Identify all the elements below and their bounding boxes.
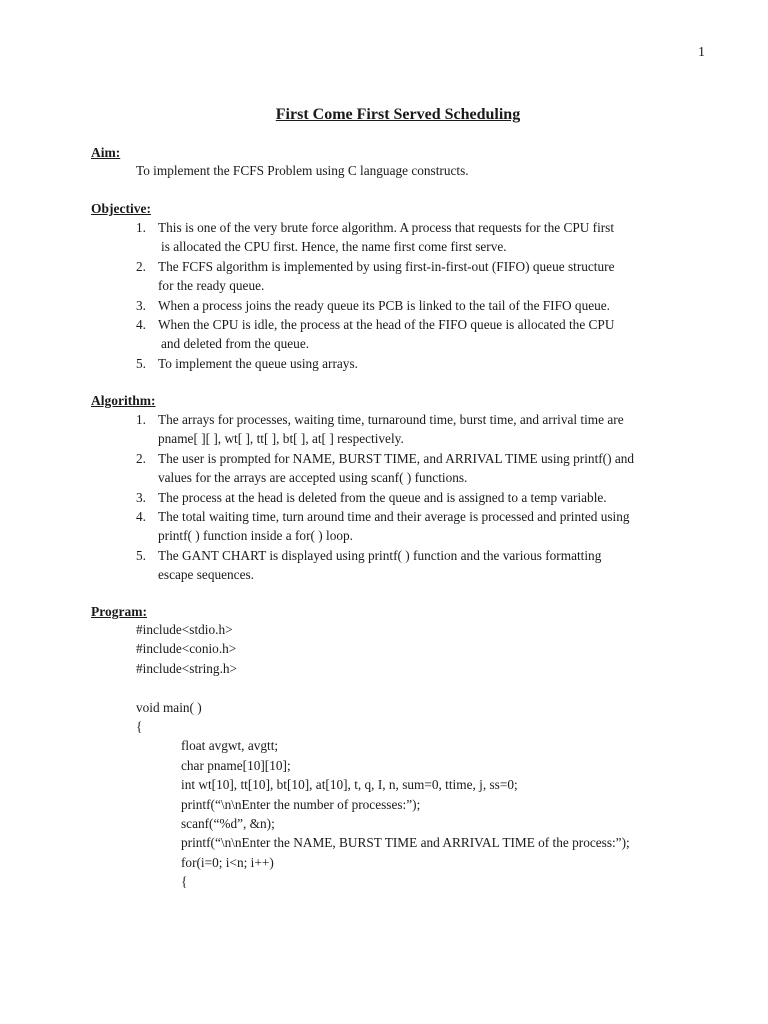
list-item-text: The total waiting time, turn around time and their average is processed and printed using: [158, 509, 630, 525]
document-title: First Come First Served Scheduling: [275, 106, 521, 123]
list-item-text: When the CPU is idle, the process at the head of the FIFO queue is allocated the CPU: [158, 317, 615, 333]
list-item: [136, 410, 634, 449]
code-line: {: [136, 718, 143, 734]
list-item: [136, 296, 614, 315]
list-item-text: is allocated the CPU first. Hence, the name first come first serve.: [161, 239, 507, 255]
list-item-number: 5.: [136, 547, 146, 563]
list-item-number: 3.: [136, 489, 146, 505]
aim-text: To implement the FCFS Problem using C language constructs.: [136, 163, 469, 178]
code-line: void main( ): [136, 699, 202, 715]
list-item-number: 2.: [136, 258, 146, 274]
objective-heading: Objective:: [91, 201, 151, 216]
code-line: float avgwt, avgtt;: [181, 738, 279, 754]
list-item-text: The process at the head is deleted from the queue and is assigned to a temp variable.: [158, 489, 607, 505]
list-item-text: and deleted from the queue.: [161, 336, 310, 352]
list-item-text: for the ready queue.: [158, 278, 265, 294]
list-item-text: When a process joins the ready queue its PCB is linked to the tail of the FIFO queue.: [158, 297, 611, 313]
list-item-number: 2.: [136, 450, 146, 466]
list-item-text: The GANT CHART is displayed using printf( ) function and the various formatting: [158, 547, 602, 563]
code-line: char pname[10][10];: [181, 757, 291, 773]
list-item-text: The arrays for processes, waiting time, turnaround time, burst time, and arrival time are: [158, 412, 624, 427]
code-line: #include<conio.h>: [136, 641, 237, 657]
code-line: int wt[10], tt[10], bt[10], at[10], t, q, I, n, sum=0, ttime, j, ss=0;: [181, 777, 518, 793]
aim-heading: Aim:: [91, 145, 121, 160]
list-item-number: 4.: [136, 317, 146, 333]
code-line: printf(“\n\nEnter the NAME, BURST TIME and ARRIVAL TIME of the process:”);: [181, 835, 630, 851]
code-line: #include<string.h>: [136, 660, 238, 676]
list-item: [136, 507, 634, 546]
list-item: [136, 546, 634, 585]
objective-list: [136, 218, 614, 373]
list-item-text: This is one of the very brute force algorithm. A process that requests for the CPU first: [158, 220, 615, 235]
list-item-number: 1.: [136, 220, 146, 235]
list-item-text: printf( ) function inside a for( ) loop.: [158, 528, 353, 544]
list-item: [136, 449, 634, 488]
list-item-number: 5.: [136, 355, 146, 371]
list-item: [136, 354, 614, 373]
page-number: 1: [698, 45, 705, 60]
list-item-text: To implement the queue using arrays.: [158, 355, 358, 371]
list-item-text: The user is prompted for NAME, BURST TIME, and ARRIVAL TIME using printf() and: [158, 450, 635, 466]
list-item: [136, 218, 614, 257]
program-code: [136, 620, 630, 891]
code-line: {: [181, 874, 188, 890]
algorithm-list: [136, 410, 634, 585]
algorithm-heading: Algorithm:: [91, 393, 156, 408]
list-item-text: escape sequences.: [158, 567, 254, 583]
code-line: [136, 678, 630, 697]
list-item: [136, 488, 634, 507]
list-item-text: The FCFS algorithm is implemented by using first-in-first-out (FIFO) queue structure: [158, 258, 615, 274]
list-item-number: 1.: [136, 412, 146, 427]
code-line: for(i=0; i<n; i++): [181, 854, 274, 870]
list-item-number: 4.: [136, 509, 146, 525]
list-item: [136, 315, 614, 354]
code-line: scanf(“%d”, &n);: [181, 815, 275, 831]
list-item-number: 3.: [136, 297, 146, 313]
list-item-text: values for the arrays are accepted using scanf( ) functions.: [158, 470, 468, 486]
list-item-text: pname[ ][ ], wt[ ], tt[ ], bt[ ], at[ ] respectively.: [158, 431, 404, 447]
program-heading: Program:: [91, 604, 147, 619]
list-item: [136, 257, 614, 296]
code-line: #include<stdio.h>: [136, 622, 233, 637]
code-line: printf(“\n\nEnter the number of processes:”);: [181, 796, 421, 812]
